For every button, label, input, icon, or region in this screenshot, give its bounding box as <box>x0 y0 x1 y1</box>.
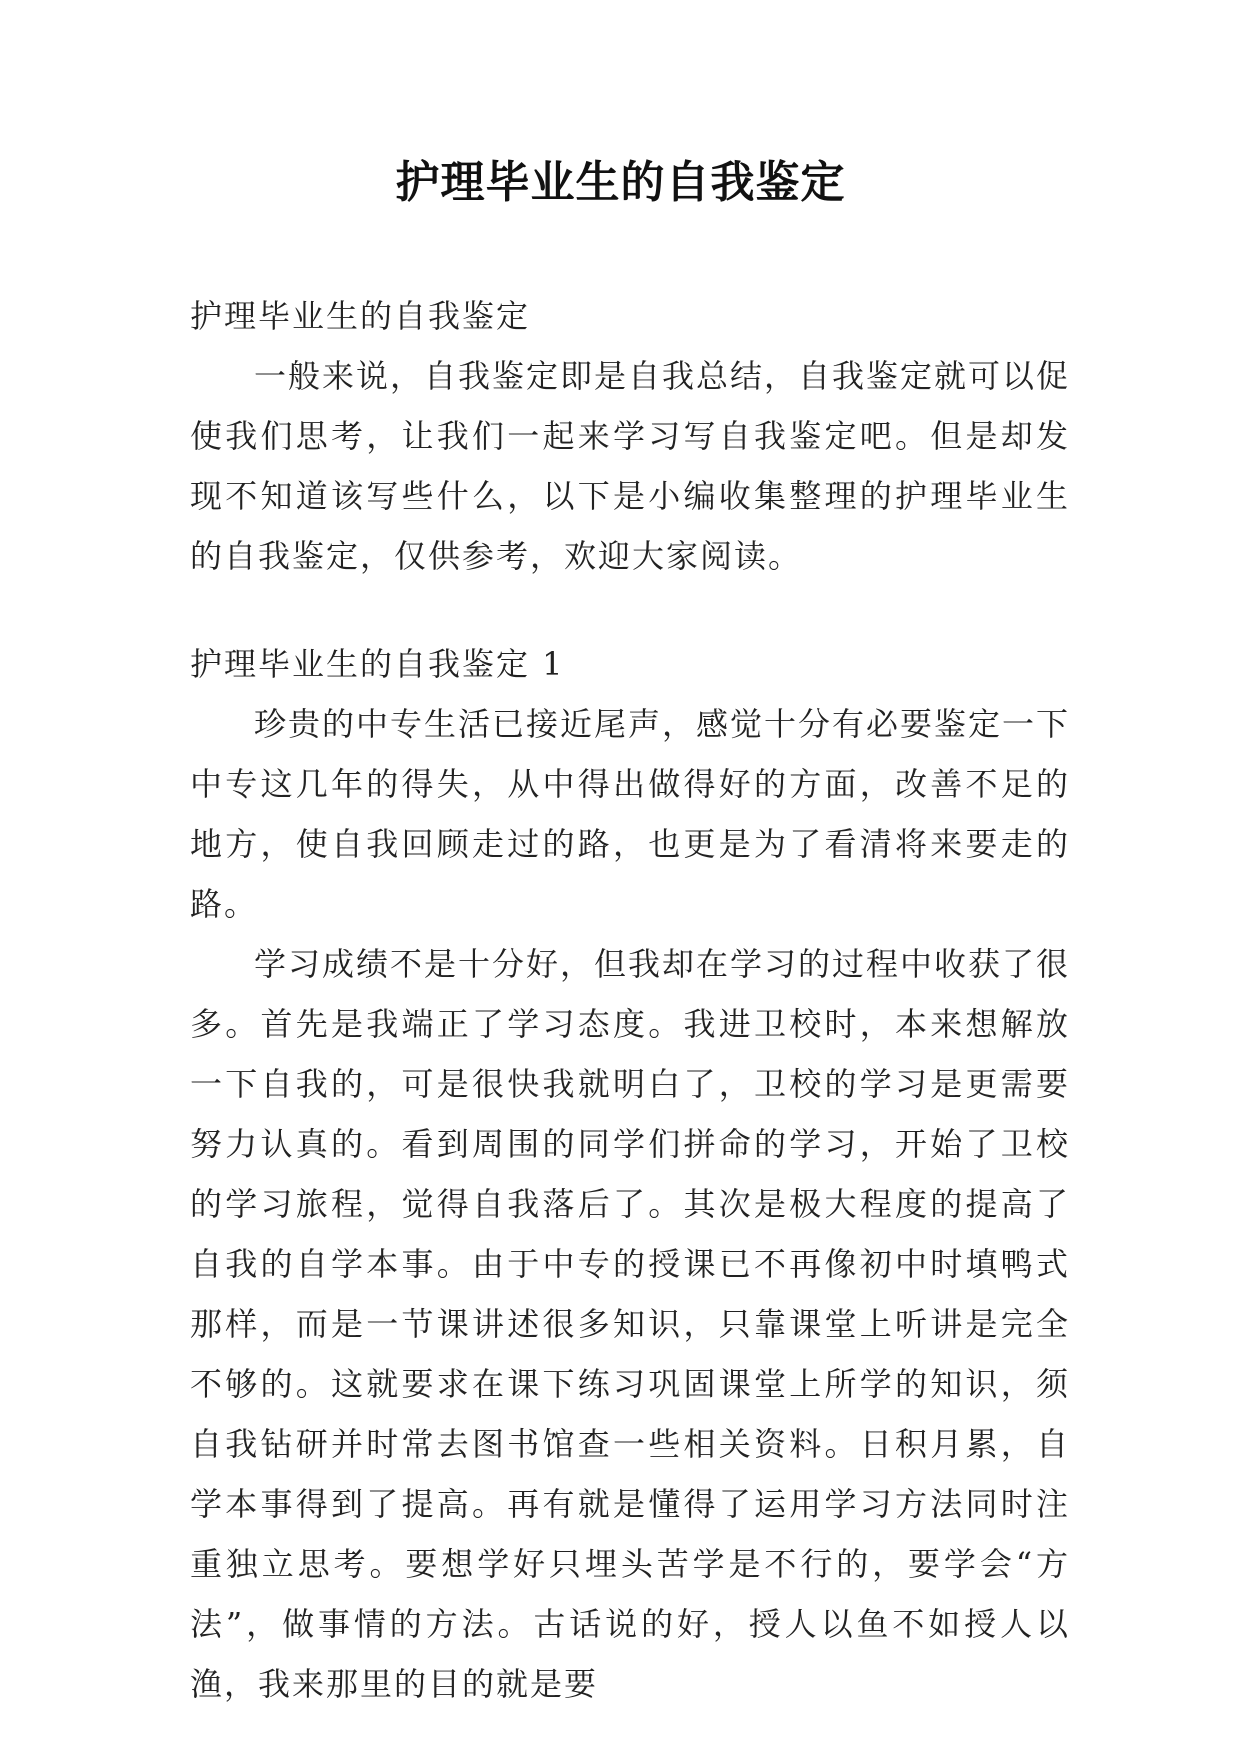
intro-section <box>190 286 1070 586</box>
intro-paragraph: 一般来说，自我鉴定即是自我总结，自我鉴定就可以促使我们思考，让我们一起来学习写自我鉴定吧。但是却发现不知道该写些什么，以下是小编收集整理的护理毕业生的自我鉴定，仅供参考，欢迎大家阅读。 <box>190 357 1071 575</box>
section-1-paragraph-2: 学习成绩不是十分好，但我却在学习的过程中收获了很多。首先是我端正了学习态度。我进卫校时，本来想解放一下自我的，可是很快我就明白了，卫校的学习是更需要努力认真的。看到周围的同学们拼命的学习，开始了卫校的学习旅程，觉得自我落后了。其次是极大程度的提高了自我的自学本事。由于中专的授课已不再像初中时填鸭式那样，而是一节课讲述很多知识，只靠课堂上听讲是完全不够的。这就要求在课下练习巩固课堂上所学的知识，须自我钻研并时常去图书馆查一些相关资料。日积月累，自学本事得到了提高。再有就是懂得了运用学习方法同时注重独立思考。要想学好只埋头苦学是不行的，要学会“方法”，做事情的方法。古话说的好，授人以鱼不如授人以渔，我来那里的目的就是要 <box>190 945 1071 1703</box>
section-1-paragraph-1: 珍贵的中专生活已接近尾声，感觉十分有必要鉴定一下中专这几年的得失，从中得出做得好的方面，改善不足的地方，使自我回顾走过的路，也更是为了看清将来要走的路。 <box>190 705 1071 923</box>
section-1-heading: 护理毕业生的自我鉴定 1 <box>190 645 565 683</box>
intro-heading: 护理毕业生的自我鉴定 <box>190 297 531 335</box>
section-1 <box>190 634 1070 1714</box>
document-title: 护理毕业生的自我鉴定 <box>395 157 846 208</box>
